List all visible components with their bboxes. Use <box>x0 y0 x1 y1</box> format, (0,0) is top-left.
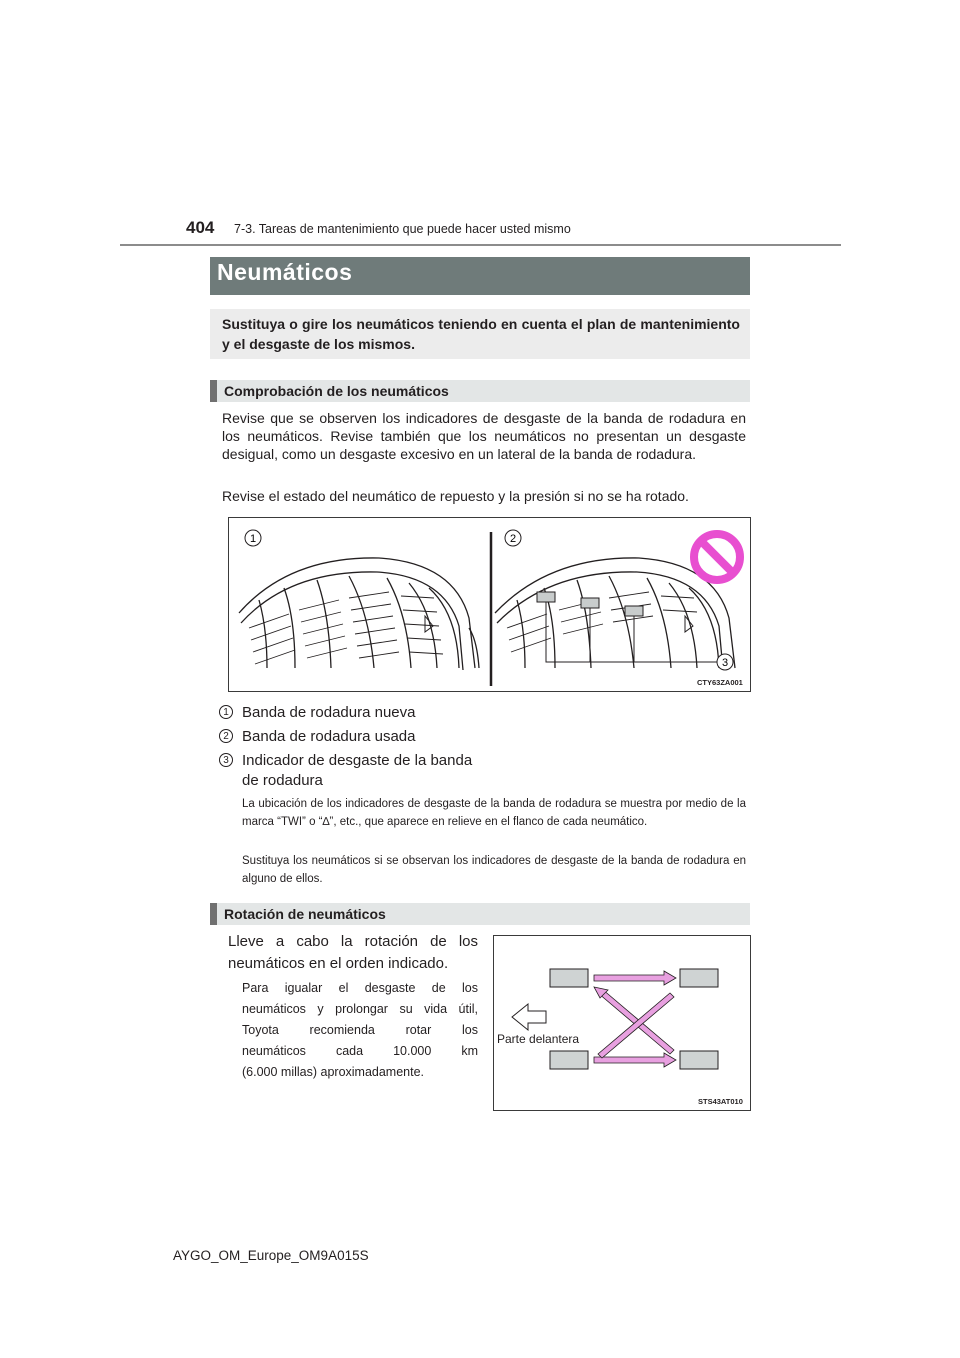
legend-number-1: 1 <box>219 705 233 719</box>
rotation-note-line: (6.000 millas) aproximadamente. <box>242 1065 425 1079</box>
svg-text:3: 3 <box>721 657 729 669</box>
footer-document-id: AYGO_OM_Europe_OM9A015S <box>173 1248 369 1263</box>
rotation-diagram <box>494 936 750 1110</box>
replace-note: Sustituya los neumáticos si se observan los indicadores de desgaste de la banda de rodadura en alguno de ellos. <box>242 855 746 885</box>
rotation-figure <box>493 935 751 1111</box>
tire-front-left <box>550 969 588 987</box>
section-heading-check-text: Comprobación de los neumáticos <box>224 383 449 399</box>
front-label: Parte delantera <box>497 1032 580 1046</box>
svg-text:2: 2 <box>509 533 517 545</box>
heading-bar <box>210 903 217 925</box>
rotation-note-line: Toyota recomienda rotar los <box>242 1023 478 1037</box>
section-heading-check <box>210 380 750 402</box>
header-rule <box>120 244 841 246</box>
tire-tread-illustration <box>229 518 750 691</box>
arrow-rear-straight <box>594 1053 676 1067</box>
legend-number-2: 2 <box>219 729 233 743</box>
legend-number-3: 3 <box>219 753 233 767</box>
prohibited-icon <box>694 534 740 580</box>
legend-new-tread: Banda de rodadura nueva <box>242 704 416 721</box>
rotation-note-line: Para igualar el desgaste de los <box>242 981 478 995</box>
rotation-note <box>242 978 478 1083</box>
section-heading-rotation-text: Rotación de neumáticos <box>224 906 386 922</box>
spare-paragraph: Revise el estado del neumático de repuesto y la presión si no se ha rotado. <box>222 488 689 504</box>
callout-3 <box>717 654 733 670</box>
rotation-paragraph-line1: Lleve a cabo la rotación de los <box>228 933 478 950</box>
check-paragraph: Revise que se observen los indicadores de desgaste de la banda de rodadura en los neumáticos. Revise también que los neumáticos no presentan un desgaste desigual, como un desgaste excesivo en un lateral de la banda de rodadura. <box>222 410 746 462</box>
heading-bar <box>210 380 217 402</box>
arrow-front-straight <box>594 971 676 985</box>
tire-rear-right <box>680 1051 718 1069</box>
legend-wear-indicator-line2: de rodadura <box>242 772 323 789</box>
intro-text: Sustituya o gire los neumáticos teniendo en cuenta el plan de mantenimiento y el desgaste de los mismos. <box>222 316 740 352</box>
rotation-figure-id: STS43AT010 <box>698 1097 743 1106</box>
legend-wear-indicator-line1: Indicador de desgaste de la banda <box>242 752 473 769</box>
rotation-paragraph-line2: neumáticos en el orden indicado. <box>228 955 449 972</box>
tire-rear-left <box>550 1051 588 1069</box>
legend-worn-tread: Banda de rodadura usada <box>242 728 416 745</box>
page-title: Neumáticos <box>217 259 353 285</box>
indicator-note: La ubicación de los indicadores de desgaste de la banda de rodadura se muestra por medio de la marca “TWI” o “∆”, etc., que aparece en relieve en el flanco de cada neumático. <box>242 798 746 828</box>
rotation-note-line: neumáticos y prolongar su vida útil, <box>242 1002 478 1016</box>
tire-figure-id: CTY63ZA001 <box>697 678 743 687</box>
page-number: 404 <box>186 218 215 237</box>
tire-front-right <box>680 969 718 987</box>
section-heading-rotation <box>210 903 750 925</box>
callout-1 <box>245 530 261 546</box>
tire-tread-figure <box>228 517 751 692</box>
rotation-note-line: neumáticos cada 10.000 km <box>242 1044 478 1058</box>
front-direction-arrow <box>512 1004 546 1030</box>
section-header: 7-3. Tareas de mantenimiento que puede hacer usted mismo <box>234 222 571 236</box>
callout-2 <box>505 530 521 546</box>
svg-text:1: 1 <box>249 533 257 545</box>
